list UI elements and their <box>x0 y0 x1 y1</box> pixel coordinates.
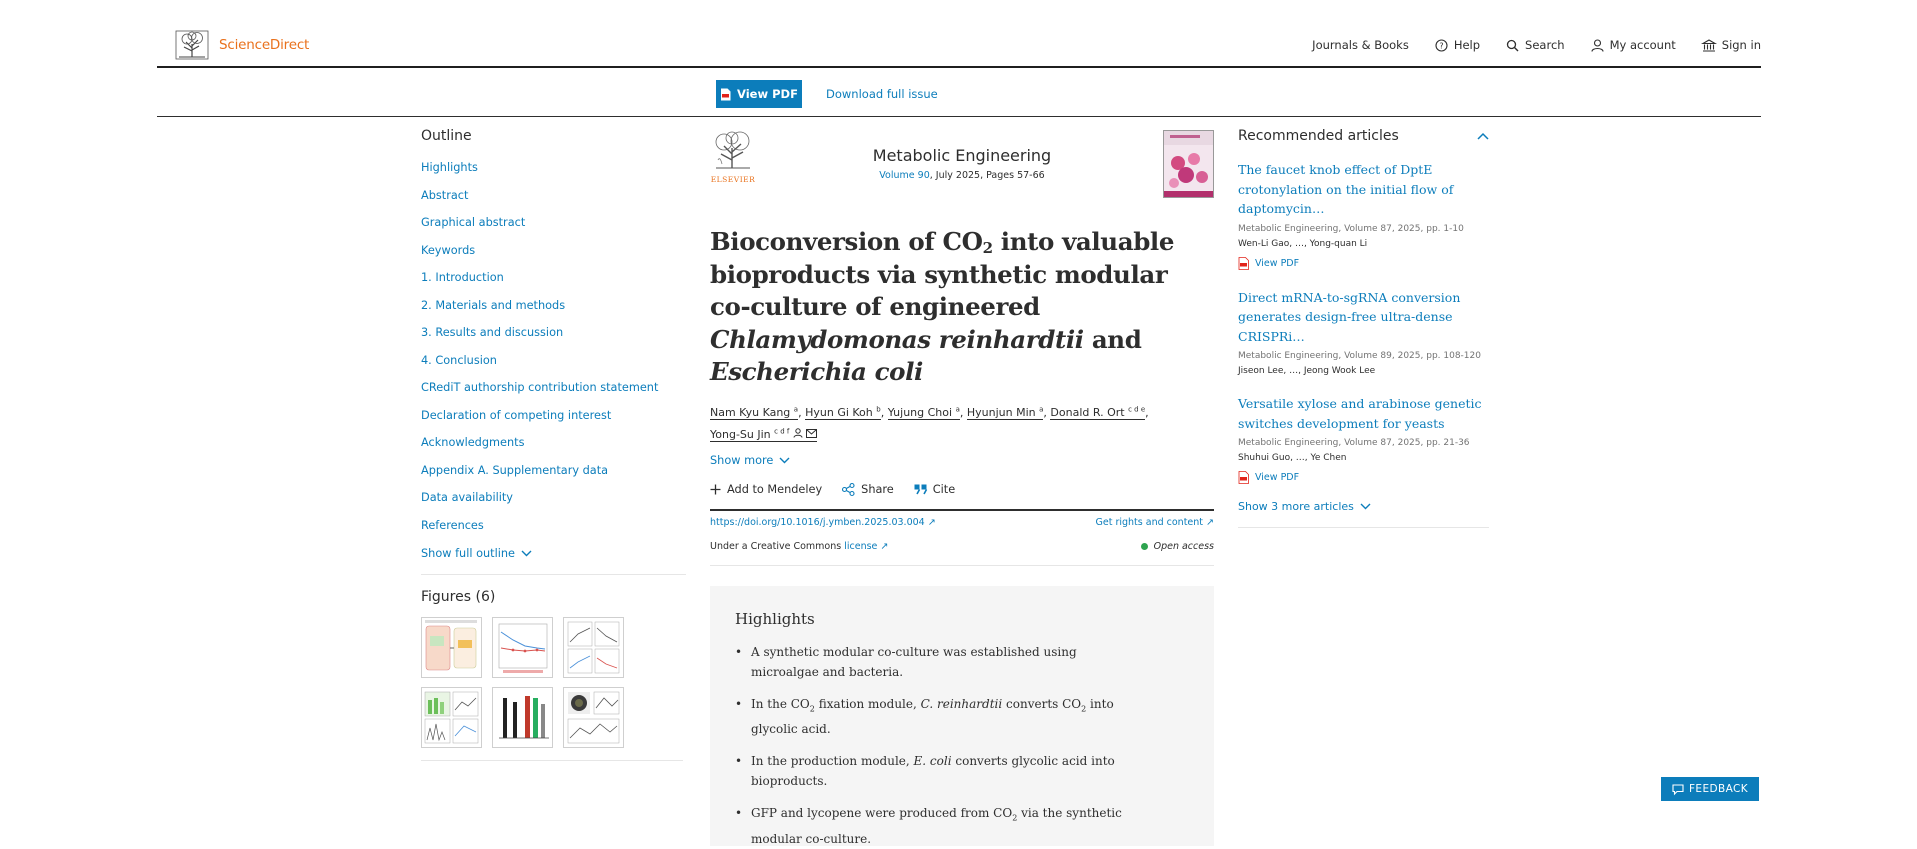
chat-bubble-icon <box>1672 784 1684 795</box>
hl-text: converts glycolic acid into bioproducts. <box>751 754 1115 789</box>
author-name: Yujung Choi <box>887 406 953 420</box>
highlights-section <box>710 586 1214 846</box>
logo-text: ScienceDirect <box>219 37 310 53</box>
author-name: Hyun Gi Koh <box>805 406 873 420</box>
add-to-mendeley-button[interactable] <box>710 483 822 496</box>
outline-item-results-discussion[interactable]: 3. Results and discussion <box>421 326 564 339</box>
outline-item-credit[interactable]: CRediT authorship contribution statement <box>421 381 659 394</box>
help-label: Help <box>1453 38 1481 52</box>
figure-preview-image <box>422 688 481 747</box>
recommended-item <box>1238 288 1489 377</box>
figure-thumbnail[interactable] <box>563 687 624 748</box>
author-affiliation: b <box>876 405 881 414</box>
article-actions <box>710 479 1214 511</box>
figure-preview-image <box>493 688 552 747</box>
hl-text: via the synthetic modular co-culture. <box>751 806 1122 846</box>
pdf-icon <box>1238 257 1249 270</box>
author-name: Nam Kyu Kang <box>710 406 791 420</box>
outline-item-highlights[interactable]: Highlights <box>421 161 478 174</box>
rights-content-link[interactable]: Get rights and content ↗ <box>1095 516 1214 528</box>
view-pdf-button[interactable] <box>716 80 802 108</box>
recommended-view-pdf-link[interactable] <box>1238 257 1489 270</box>
highlight-item: • A synthetic modular co-culture was established using microalgae and bacteria. <box>735 642 1135 682</box>
hl-text: In the production module, <box>751 754 914 769</box>
sign-in-label: Sign in <box>1721 38 1761 52</box>
share-icon <box>842 483 855 496</box>
elsevier-wordmark: ELSEVIER <box>710 175 756 184</box>
recommended-article-link[interactable]: Direct mRNA-to-sgRNA conversion generates design-free ultra-dense CRISPRi… <box>1238 289 1461 344</box>
author-affiliation: c d e <box>1128 405 1146 414</box>
hl-text: into glycolic acid. <box>751 696 1114 737</box>
article-toolbar <box>157 70 1761 117</box>
figures-divider <box>421 760 683 761</box>
cite-button[interactable] <box>914 483 955 496</box>
author-link[interactable] <box>710 406 798 420</box>
journal-title[interactable]: Metabolic Engineering <box>872 146 1052 165</box>
show-more-articles-button[interactable] <box>1238 500 1489 513</box>
email-icon <box>806 429 817 438</box>
outline-list <box>421 158 686 543</box>
recommended-articles <box>1238 128 1489 528</box>
outline-item-acknowledgments[interactable]: Acknowledgments <box>421 436 525 449</box>
open-access-badge <box>1141 541 1214 552</box>
author-list: Nam Kyu Kang $^a$, Hyun Gi Koh $^b$, Yujung Choi $^a$, Hyunjun Min $^a$, Donald R. Ort $^{c d e}$, Yong-Su Jin $^{c d f}$ <box>710 405 1149 441</box>
recommended-source: Metabolic Engineering, Volume 89, 2025, pp. 108-120 <box>1238 351 1481 361</box>
figure-preview-image <box>493 618 552 677</box>
license-prefix: Under a Creative Commons <box>710 540 845 552</box>
show-full-outline-button[interactable] <box>421 547 686 560</box>
recommended-title: Recommended articles <box>1238 128 1399 144</box>
plus-icon <box>710 484 721 495</box>
outline-item-appendix[interactable]: Appendix A. Supplementary data <box>421 463 609 477</box>
elsevier-tree-icon <box>175 30 209 60</box>
highlight-item <box>735 751 1135 791</box>
show-more-label: Show more <box>710 453 774 467</box>
outline-item-data-availability[interactable]: Data availability <box>421 491 513 504</box>
feedback-label: FEEDBACK <box>1688 783 1748 795</box>
view-pdf-label: View PDF <box>1255 472 1300 483</box>
corresponding-author-icon <box>793 428 803 438</box>
author-link[interactable] <box>888 406 960 420</box>
outline-sidebar <box>421 128 686 761</box>
help-icon <box>1435 39 1448 52</box>
title-organism-1: Chlamydomonas reinhardtii <box>710 324 1084 354</box>
outline-item-materials-methods[interactable]: 2. Materials and methods <box>421 298 566 312</box>
show-full-outline-label: Show full outline <box>421 547 515 560</box>
figures-title: Figures (6) <box>421 589 496 605</box>
highlight-item <box>735 694 1135 739</box>
cover-art-image <box>1164 131 1213 197</box>
journal-issue-info <box>710 170 1214 181</box>
search-icon <box>1506 39 1519 52</box>
person-icon <box>1591 39 1604 52</box>
header-divider <box>710 565 1214 566</box>
recommended-view-pdf-link[interactable] <box>1238 471 1489 484</box>
pdf-icon <box>720 88 731 101</box>
figure-thumbnail[interactable] <box>492 617 553 678</box>
feedback-button[interactable] <box>1661 777 1759 801</box>
journal-cover-image[interactable] <box>1163 130 1214 198</box>
author-link[interactable] <box>710 428 817 442</box>
recommended-article-link[interactable]: The faucet knob effect of DptE crotonylation on the initial flow of daptomycin… <box>1238 162 1454 216</box>
search-label: Search <box>1525 38 1565 52</box>
view-pdf-label: View PDF <box>1255 257 1300 269</box>
author-affiliation: a <box>793 405 799 414</box>
hl-subscript: 2 <box>1012 813 1018 823</box>
chevron-down-icon <box>779 457 790 464</box>
hl-subscript: 2 <box>1081 704 1087 714</box>
figure-thumbnail[interactable] <box>421 617 482 678</box>
recommended-authors: Jiseon Lee, …, Jeong Wook Lee <box>1238 366 1376 376</box>
hl-text: GFP and lycopene were produced from CO <box>751 806 1013 821</box>
svg-text:?: ? <box>1439 41 1444 50</box>
recommended-authors: Wen-Li Gao, …, Yong-quan Li <box>1238 238 1368 249</box>
title-organism-2: Escherichia coli <box>710 357 923 386</box>
author-affiliation: a <box>1039 405 1044 414</box>
outline-item-abstract[interactable]: Abstract <box>421 188 469 202</box>
author-affiliation: c d f <box>774 427 790 436</box>
show-more-button[interactable] <box>710 454 1214 467</box>
issue-details: , July 2025, Pages 57-66 <box>929 170 1045 181</box>
outline-item-competing-interest[interactable]: Declaration of competing interest <box>421 408 612 422</box>
author-link[interactable] <box>805 406 881 420</box>
quote-icon <box>914 484 927 495</box>
outline-item-keywords[interactable]: Keywords <box>421 243 476 257</box>
title-subscript: 2 <box>982 239 993 257</box>
chevron-down-icon <box>521 550 532 557</box>
figure-preview-image <box>564 688 623 747</box>
hl-text: converts CO <box>1002 696 1082 711</box>
show-more-articles-label: Show 3 more articles <box>1238 500 1354 513</box>
hl-text: In the CO <box>751 696 810 711</box>
license-row <box>710 541 1214 555</box>
view-pdf-label: View PDF <box>737 87 798 101</box>
outline-divider <box>421 574 686 575</box>
institution-icon <box>1702 39 1716 52</box>
chevron-up-icon <box>1477 132 1489 140</box>
doi-link[interactable]: https://doi.org/10.1016/j.ymben.2025.03.004 ↗ <box>710 516 936 528</box>
recommended-article-link[interactable]: Versatile xylose and arabinose genetic switches development for yeasts <box>1238 396 1482 431</box>
article-title <box>710 226 1214 389</box>
outline-title: Outline <box>421 128 472 144</box>
recommended-item <box>1238 160 1489 270</box>
recommended-authors: Shuhui Guo, …, Ye Chen <box>1238 453 1347 463</box>
outline-item-conclusion[interactable]: 4. Conclusion <box>421 353 497 367</box>
license-link[interactable]: license ↗ <box>844 540 889 552</box>
highlights-list <box>735 642 1189 849</box>
highlight-item <box>735 803 1135 848</box>
chevron-down-icon <box>1360 503 1371 510</box>
figure-thumbnail[interactable] <box>563 617 624 678</box>
hl-organism: C. reinhardtii <box>920 696 1003 711</box>
download-full-issue-link[interactable]: Download full issue <box>826 87 938 101</box>
recommended-header[interactable] <box>1238 128 1489 144</box>
license-text <box>710 541 888 552</box>
search-link[interactable] <box>1506 38 1565 52</box>
author-name: Hyunjun Min <box>966 406 1036 420</box>
top-nav <box>1312 38 1761 52</box>
recommended-item <box>1238 394 1489 484</box>
journals-books-link[interactable]: Journals & Books <box>1312 38 1409 52</box>
figure-preview-image <box>564 618 623 677</box>
sciencedirect-logo[interactable] <box>175 30 309 60</box>
figure-preview-image <box>422 618 481 677</box>
figure-thumbnail[interactable] <box>492 687 553 748</box>
title-part-3: and <box>1083 324 1142 354</box>
recommended-source: Metabolic Engineering, Volume 87, 2025, pp. 21-36 <box>1238 438 1470 448</box>
author-name: Yong-Su Jin <box>710 427 771 441</box>
help-link[interactable] <box>1435 38 1480 52</box>
my-account-link[interactable] <box>1591 38 1676 52</box>
highlights-title: Highlights <box>735 609 815 628</box>
mendeley-label: Add to Mendeley <box>727 483 823 497</box>
figure-thumbnails <box>421 617 686 748</box>
volume-link[interactable]: Volume 90 <box>879 170 930 181</box>
journal-header <box>710 128 1214 198</box>
author-affiliation: a <box>955 405 960 414</box>
open-access-label: Open access <box>1153 540 1214 552</box>
share-label: Share <box>861 483 894 497</box>
hl-text: fixation module, <box>814 696 921 711</box>
my-account-label: My account <box>1609 38 1676 52</box>
cite-label: Cite <box>932 483 956 497</box>
hl-subscript: 2 <box>809 704 815 714</box>
open-access-dot-icon <box>1141 543 1148 550</box>
hl-organism: E. coli <box>913 754 952 769</box>
author-link[interactable] <box>967 406 1044 420</box>
article-main <box>710 128 1214 846</box>
share-button[interactable] <box>842 483 894 496</box>
title-part-2: into valuable bioproducts via synthetic modular co-culture of engineered <box>710 227 1175 321</box>
doi-row <box>710 517 1214 531</box>
figure-thumbnail[interactable] <box>421 687 482 748</box>
author-link[interactable] <box>1050 406 1145 420</box>
sign-in-link[interactable] <box>1702 38 1761 52</box>
site-header <box>157 20 1761 68</box>
outline-item-references[interactable]: References <box>421 518 484 532</box>
title-part-1: Bioconversion of CO <box>710 227 983 256</box>
pdf-icon <box>1238 471 1249 484</box>
outline-item-graphical-abstract[interactable]: Graphical abstract <box>421 216 526 229</box>
author-name: Donald R. Ort <box>1050 406 1125 420</box>
recommended-divider <box>1238 527 1489 528</box>
outline-item-introduction[interactable]: 1. Introduction <box>421 271 504 284</box>
recommended-source: Metabolic Engineering, Volume 87, 2025, pp. 1-10 <box>1238 223 1464 234</box>
